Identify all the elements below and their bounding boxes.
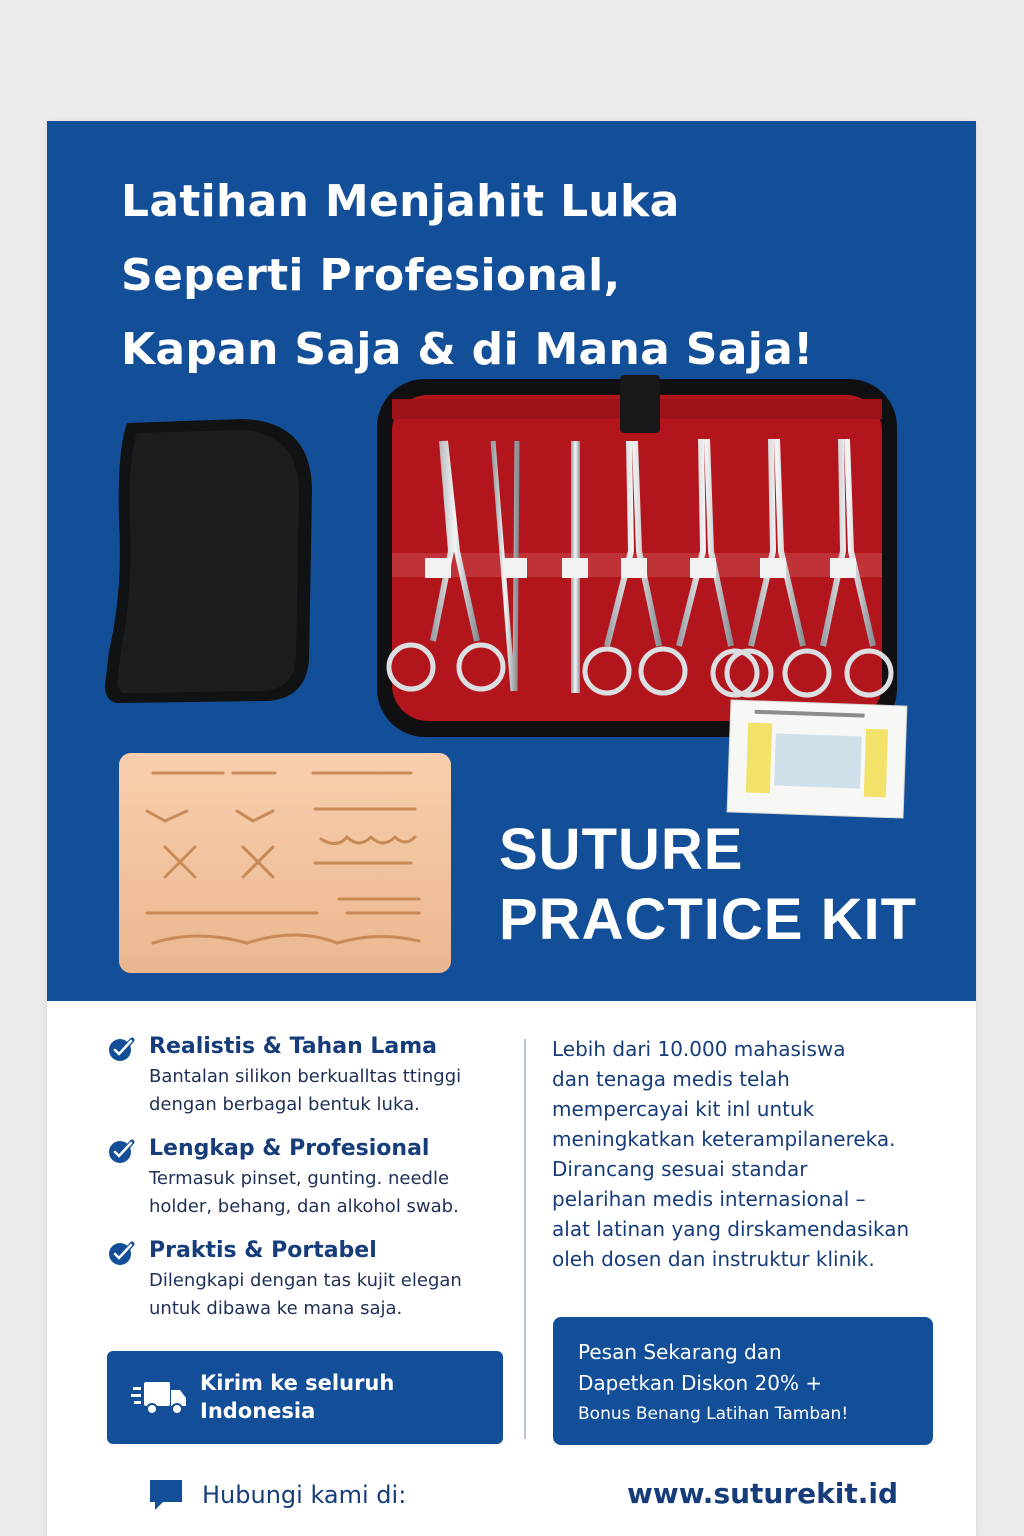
order-text (578, 1337, 848, 1430)
headline-line-2: Seperti Profesional, (121, 250, 621, 301)
feature-list (107, 1031, 507, 1337)
feature-desc: untuk dibawa ke mana saja. (149, 1298, 403, 1319)
order-cta-button[interactable] (553, 1317, 933, 1445)
silicone-suture-pad (119, 753, 451, 973)
delivery-truck-icon (131, 1378, 187, 1418)
testimonial-line: dan tenaga medis telah (552, 1067, 790, 1091)
headline-line-3: Kapan Saja & di Mana Saja! (121, 324, 814, 375)
testimonial-line: Dirancang sesuai standar (552, 1157, 808, 1181)
feature-item (107, 1235, 507, 1323)
testimonial-line: meningkatkan keterampilanereka. (552, 1127, 896, 1151)
feature-desc: Dilengkapi dengan tas kujit elegan (149, 1270, 462, 1291)
feature-desc: Bantalan silikon berkualltas ttinggi (149, 1066, 462, 1087)
testimonial-line: pelarihan medis internasional – (552, 1187, 866, 1211)
hero-banner (47, 121, 976, 1001)
check-circle-icon (107, 1035, 135, 1063)
testimonial-line: oleh dosen dan instruktur klinik. (552, 1247, 875, 1271)
feature-desc: Termasuk pinset, gunting. needle (149, 1168, 450, 1189)
order-line-3: Bonus Benang Latihan Tamban! (578, 1404, 849, 1424)
feature-title: Realistis & Tahan Lama (149, 1034, 438, 1059)
product-name-line-2: PRACTICE KIT (499, 887, 917, 952)
contact-label: Hubungi kami di: (202, 1481, 407, 1509)
promo-poster (47, 121, 976, 1536)
order-line-1: Pesan Sekarang dan (578, 1340, 782, 1364)
shipping-text (200, 1369, 394, 1425)
product-name-line-1: SUTURE (499, 817, 744, 882)
testimonial-line: alat latinan yang dirskamendasikan (552, 1217, 910, 1241)
feature-title: Lengkap & Profesional (149, 1136, 430, 1161)
contact-row (147, 1477, 406, 1513)
column-divider (524, 1039, 526, 1439)
check-circle-icon (107, 1239, 135, 1267)
black-carry-case (105, 419, 312, 703)
shipping-banner (107, 1351, 503, 1444)
shipping-line-1: Kirim ke seluruh (200, 1371, 395, 1395)
feature-desc: holder, behang, dan alkohol swab. (149, 1196, 459, 1217)
chat-bubble-icon (147, 1477, 185, 1513)
instrument-case (377, 375, 897, 737)
testimonial-line: Lebih dari 10.000 mahasiswa (552, 1037, 846, 1061)
feature-item (107, 1133, 507, 1221)
shipping-line-2: Indonesia (200, 1399, 316, 1423)
testimonial-text (552, 1034, 962, 1274)
product-name (499, 815, 959, 955)
feature-desc: dengan berbagal bentuk luka. (149, 1094, 420, 1115)
testimonial-line: mempercayai kit inl untuk (552, 1097, 815, 1121)
headline-line-1: Latihan Menjahit Luka (121, 176, 680, 227)
order-line-2: Dapetkan Diskon 20% + (578, 1371, 823, 1395)
feature-item (107, 1031, 507, 1119)
website-link[interactable]: www.suturekit.id (627, 1477, 899, 1510)
suture-thread-packet (727, 700, 907, 818)
feature-title: Praktis & Portabel (149, 1238, 377, 1263)
check-circle-icon (107, 1137, 135, 1165)
